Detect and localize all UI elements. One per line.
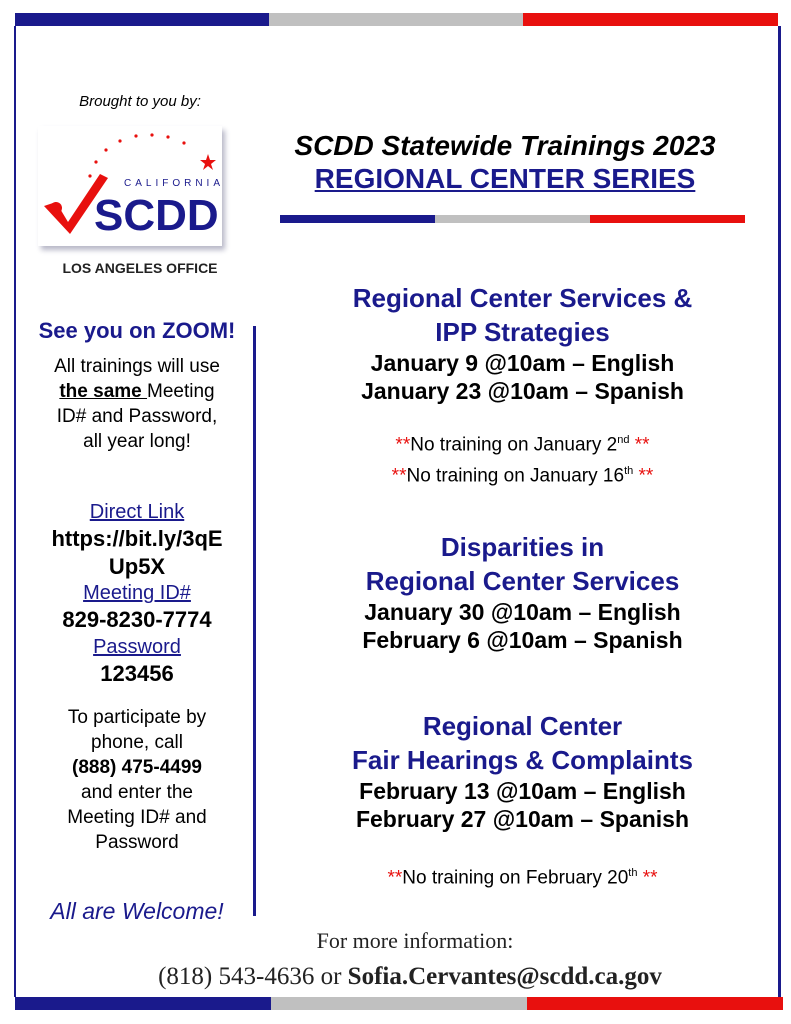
top-stripe-red (523, 13, 778, 26)
note-marker: ** (395, 434, 411, 456)
zoom-intro (24, 354, 250, 454)
note-sup: nd (617, 434, 630, 446)
intro-emphasis: the same (59, 381, 148, 402)
password-label[interactable]: Password (93, 636, 181, 658)
brought-to-you-label: Brought to you by: (79, 93, 201, 110)
note-text: No training on January 16 (406, 465, 625, 487)
session-date: February 6 @10am – Spanish (362, 627, 683, 653)
meeting-id-value: 829-8230-7774 (62, 607, 212, 632)
session-title: Fair Hearings & Complaints (352, 745, 693, 775)
session-title: IPP Strategies (435, 317, 610, 347)
intro-line: All trainings will use (54, 356, 220, 377)
title-rule-blue (280, 215, 435, 223)
title-rule-red (590, 215, 745, 223)
bottom-stripe-red (527, 997, 783, 1010)
contact-email[interactable]: Sofia.Cervantes@scdd.ca.gov (347, 963, 662, 990)
zoom-heading: See you on ZOOM! (38, 318, 236, 343)
welcome-text: All are Welcome! (50, 898, 224, 924)
contact-line (100, 963, 720, 991)
direct-link-label[interactable]: Direct Link (89, 501, 185, 523)
phone-instructions (24, 705, 250, 855)
scdd-logo (38, 126, 222, 246)
session-notes (270, 427, 775, 490)
direct-link-url[interactable]: https://bit.ly/3qE (51, 526, 223, 551)
note-marker: ** (642, 867, 658, 889)
intro-line: ID# and Password, (56, 406, 218, 427)
bottom-stripe-gray (271, 997, 527, 1010)
bottom-stripe-blue (15, 997, 271, 1010)
more-info-label: For more information: (316, 928, 514, 953)
session-title: Regional Center Services (365, 566, 680, 596)
session-block (270, 530, 775, 654)
session-date: February 13 @10am – English (359, 778, 686, 804)
phone-line: Password (95, 832, 179, 853)
page-title: SCDD Statewide Trainings 2023 (294, 130, 716, 161)
session-block (270, 709, 775, 833)
logo-name-text: SCDD (94, 191, 219, 240)
logo-state-text: CALIFORNIA (124, 178, 222, 189)
note-marker: ** (387, 867, 403, 889)
note-text: No training on February 20 (402, 867, 629, 889)
session-block (270, 281, 775, 405)
phone-line: and enter the (81, 782, 193, 803)
session-date: February 27 @10am – Spanish (355, 806, 690, 832)
note-marker: ** (391, 465, 407, 487)
zoom-credentials (24, 499, 250, 688)
no-training-note (270, 427, 775, 458)
session-date: January 30 @10am – English (364, 599, 681, 625)
session-title: Regional Center (422, 711, 623, 741)
phone-line: Meeting ID# and (67, 807, 207, 828)
contact-or: or (314, 963, 348, 990)
no-training-note (270, 458, 775, 489)
session-date: January 23 @10am – Spanish (361, 378, 684, 404)
session-notes (270, 860, 775, 891)
phone-line: To participate by (67, 707, 207, 728)
office-label: LOS ANGELES OFFICE (62, 260, 218, 276)
frame-left-border (14, 26, 16, 997)
scdd-logo-graphic (38, 126, 222, 246)
intro-line: all year long! (83, 431, 191, 452)
top-stripe-gray (269, 13, 523, 26)
top-stripe-blue (15, 13, 269, 26)
intro-line-rest: Meeting (147, 381, 215, 402)
note-marker: ** (634, 434, 650, 456)
meeting-id-label[interactable]: Meeting ID# (83, 582, 191, 604)
note-marker: ** (638, 465, 654, 487)
title-rule-gray (435, 215, 590, 223)
no-training-note (270, 860, 775, 891)
direct-link-url-cont[interactable]: Up5X (108, 554, 166, 579)
phone-number: (888) 475-4499 (72, 757, 202, 778)
password-value: 123456 (100, 661, 174, 686)
session-title: Disparities in (440, 532, 605, 562)
note-text: No training on January 2 (410, 434, 618, 456)
intro-line (24, 379, 250, 404)
phone-line: phone, call (91, 732, 183, 753)
note-sup: th (624, 465, 634, 478)
session-date: January 9 @10am – English (370, 350, 675, 376)
page-subtitle: REGIONAL CENTER SERIES (314, 163, 696, 194)
contact-phone[interactable]: (818) 543-4636 (158, 963, 315, 990)
column-divider (253, 326, 256, 916)
frame-right-border (778, 26, 781, 997)
note-sup: th (628, 867, 638, 879)
session-title: Regional Center Services & (352, 283, 693, 313)
